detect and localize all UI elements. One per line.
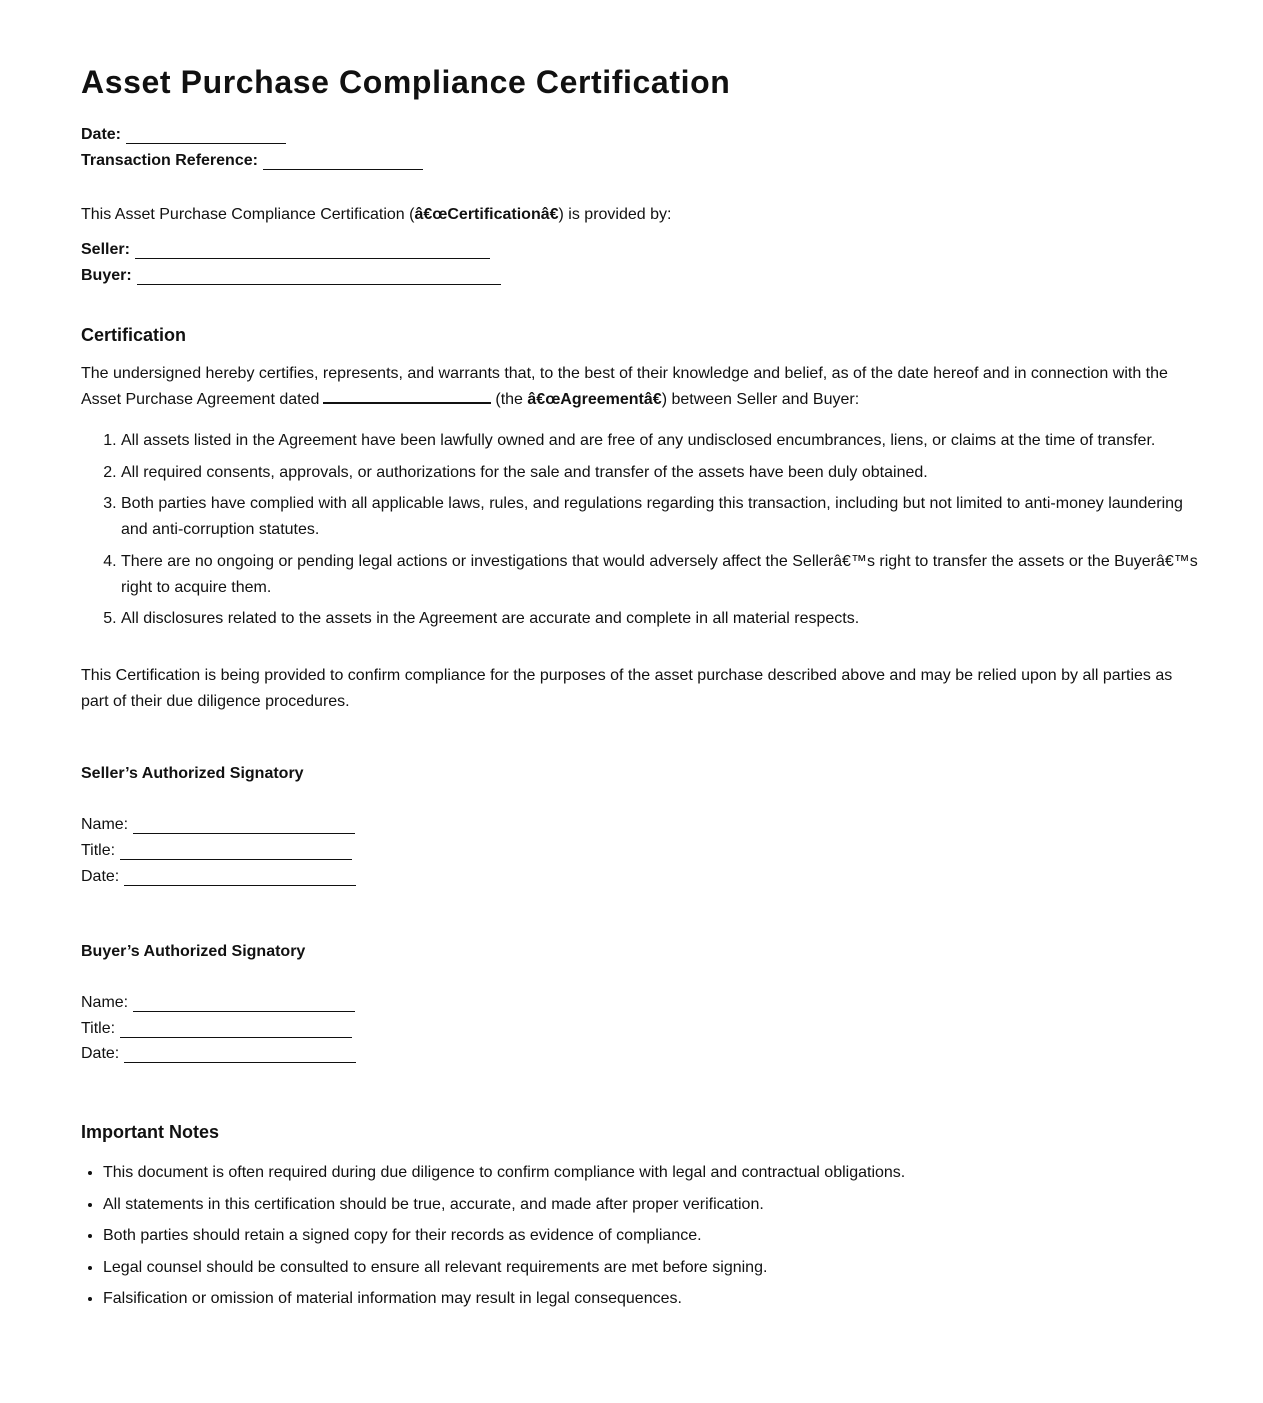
- buyer-date-blank[interactable]: [124, 1047, 356, 1063]
- note-item: • All statements in this certification should be true, accurate, and made after proper verification.: [103, 1192, 1193, 1218]
- seller-date-label: Date:: [81, 868, 120, 885]
- document-title: Asset Purchase Compliance Certification: [81, 64, 731, 100]
- buyer-name-blank[interactable]: [133, 996, 355, 1012]
- date-field-row: [81, 126, 286, 144]
- transaction-reference-blank[interactable]: [263, 154, 423, 170]
- transaction-reference-label: Transaction Reference:: [81, 152, 258, 169]
- seller-signatory-heading: Seller’s Authorized Signatory: [81, 765, 304, 782]
- certification-item: 5. All disclosures related to the assets in the Agreement are accurate and complete in all material respects.: [121, 606, 1211, 632]
- seller-field-row: [81, 241, 490, 259]
- important-notes-list: [81, 1160, 1193, 1318]
- transaction-reference-row: [81, 152, 423, 170]
- document-page: [81, 0, 1198, 1307]
- seller-name-label: Name:: [81, 816, 129, 833]
- seller-title-blank[interactable]: [120, 844, 352, 860]
- seller-date-blank[interactable]: [124, 870, 356, 886]
- certification-item: 2. All required consents, approvals, or authorizations for the sale and transfer of the assets have been duly obtained.: [121, 460, 1211, 486]
- note-item: • This document is often required during due diligence to confirm compliance with legal and contractual obligations.: [103, 1160, 1193, 1186]
- intro-paragraph: [81, 202, 1181, 228]
- note-item: • Legal counsel should be consulted to ensure all relevant requirements are met before signing.: [103, 1255, 1193, 1281]
- note-item: • Falsification or omission of material information may result in legal consequences.: [103, 1286, 1193, 1312]
- buyer-label: Buyer:: [81, 267, 132, 284]
- seller-name-blank[interactable]: [133, 818, 355, 834]
- certification-lead-the: (the: [495, 390, 523, 408]
- certification-lead-after: ) between Seller and Buyer:: [661, 390, 860, 408]
- note-item: • Both parties should retain a signed copy for their records as evidence of compliance.: [103, 1223, 1193, 1249]
- certification-heading: Certification: [81, 325, 187, 345]
- buyer-title-label: Title:: [81, 1020, 116, 1037]
- buyer-date-label: Date:: [81, 1045, 120, 1062]
- buyer-name-row: [81, 994, 355, 1012]
- buyer-name-label: Name:: [81, 994, 129, 1011]
- important-notes-heading: Important Notes: [81, 1122, 220, 1142]
- certification-item: 1. All assets listed in the Agreement have been lawfully owned and are free of any undisclosed encumbrances, liens, or claims at the time of transfer.: [121, 428, 1211, 454]
- date-blank[interactable]: [126, 128, 286, 144]
- seller-label: Seller:: [81, 241, 130, 258]
- certification-item: 4. There are no ongoing or pending legal actions or investigations that would adversely affect the Sellerâ€™s right to transfer the assets or the Buyerâ€™s right to acquire them.: [121, 549, 1211, 601]
- seller-title-label: Title:: [81, 842, 116, 859]
- agreement-defined-term: â€œAgreementâ€: [527, 390, 662, 408]
- certification-list: [81, 428, 1211, 638]
- seller-title-row: [81, 842, 352, 860]
- buyer-blank[interactable]: [137, 269, 501, 285]
- intro-prefix: This Asset Purchase Compliance Certification (: [81, 206, 415, 223]
- buyer-title-blank[interactable]: [120, 1022, 352, 1038]
- certification-lead-paragraph: [81, 361, 1181, 412]
- intro-defined-term: â€œCertificationâ€: [414, 206, 559, 223]
- buyer-title-row: [81, 1020, 352, 1038]
- certification-item: 3. Both parties have complied with all applicable laws, rules, and regulations regarding this transaction, including but not limited to anti-money laundering and anti-corruption statutes.: [121, 491, 1211, 543]
- buyer-signatory-heading: Buyer’s Authorized Signatory: [81, 943, 306, 960]
- buyer-date-row: [81, 1045, 356, 1063]
- certification-lead-before: The undersigned hereby certifies, represents, and warrants that, to the best of their knowledge and belief, as of the date hereof and in connection with the Asset Purchase Agreement dated: [81, 365, 1168, 408]
- agreement-date-blank[interactable]: [323, 387, 491, 404]
- buyer-field-row: [81, 267, 501, 285]
- date-label: Date:: [81, 126, 122, 143]
- certification-closing-paragraph: This Certification is being provided to confirm compliance for the purposes of the asset purchase described above and may be relied upon by all parties as part of their due diligence procedures.: [81, 667, 1173, 710]
- intro-suffix: ) is provided by:: [558, 206, 672, 223]
- seller-name-row: [81, 816, 355, 834]
- seller-blank[interactable]: [135, 243, 490, 259]
- seller-date-row: [81, 868, 356, 886]
